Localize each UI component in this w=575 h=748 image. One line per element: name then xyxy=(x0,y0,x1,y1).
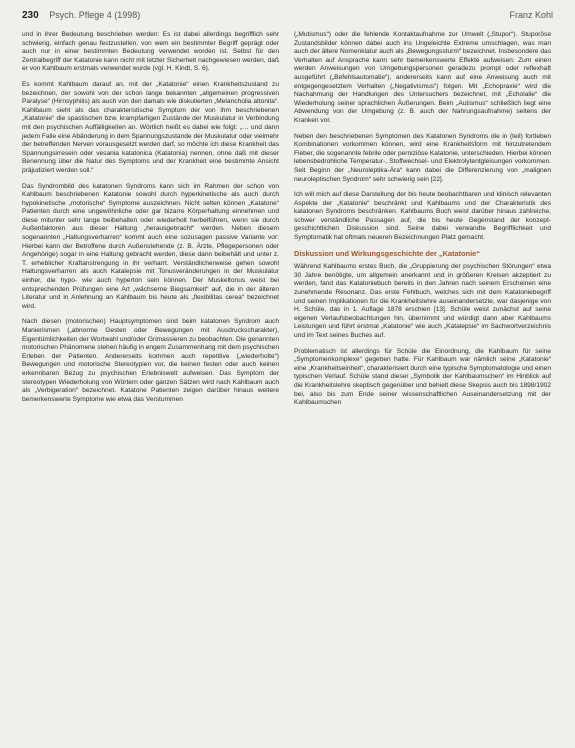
page-header xyxy=(22,10,553,26)
left-column xyxy=(22,31,279,404)
paragraph: Während Kahlbaums erstes Buch, die „Gruppierung der psychischen Störungen“ etwa 30 Jahre benötigte, um allgemein anerkannt und in größeren Kreisen akzeptiert zu werden, fand das Katatoniebuch bereits in den Jahren nach seinem Erscheinen eine zunehmende Resonanz. Das erste Fehlbuch, welches sich mit dem Katatoniebegriff und seinen Implikationen für die Krankheitslehre auseinandersetzte, war dasjenige von H. Schüle, das in 1. Auflage 1878 erschien [13]. Schüle weist zunächst auf seine eigenen Verlaufsbeobachtungen hin, übernimmt und würdigt dann aber Kahlbaums Leistungen und führt erstmal „Katatonie“ wie auch „Katalepsie“ im Sachwortverzeichnis und im Text seines Buches auf. xyxy=(294,263,551,339)
paragraph: Es kommt Kahlbaum darauf an, mit der „Katatonie“ einen Krankheitszustand zu bezeichnen, der sowohl von der schon lange bekannten „allgemeinen progressiven Paralyse“ (Hirnsyphilis) als auch von den damals wie diskutierten „Melancholia attonita“. Kahlbaum sieht als das charakteristische Symptom der von ihm beschriebenen „Katatonie“ die spastischen bzw. krampfartigen Zustände der Muskulatur in Verbindung mit den psychischen Auffälligkeiten an. Wörtlich heißt es dabei wie folgt: „… und dann jedem Falle eine Abänderung in dem Spannungszustande der Muskulatur oder vielmehr der betreffenden Nerven vorausgesetzt werden darf, so möchte ich diese Krankheit das Spannungsirresein oder vesania katatonica (Katatonia) nennen, ohne daß mit dieser Benennung über die Natur des Symptoms und der Krankheit eine bestimmte Ansicht präjudiziert werden soll.“ xyxy=(22,80,279,174)
paragraph: Problematisch ist allerdings für Schüle die Einordnung, die Kahlbaum für seine „Symptomenkomplexe“ gegeben hatte. Für Kahlbaum war nämlich seine „Katatonie“ eine „Krankheitseinheit“, charakterisiert durch eine typische Symptomatologie und einen typischen Verlauf. Schüle stand dieser „Symbolik der Kahlbaumschen“ im Hinblick auf die Krankheitslehre skeptisch gegenüber und behielt diese Skepsis auch bis 1898/1902 bei, also bis zum Ende seiner wissenschaftlichen Auseinandersetzung mit der Kahlbaumschen xyxy=(294,347,551,407)
journal-reference: Psych. Pflege 4 (1998) xyxy=(49,10,141,20)
paragraph: Das Syndrombild des katatonen Syndroms kann sich im Rahmen der schon von Kahlbaum beschriebenen Katatonie sowohl durch hyperkinetische als auch durch hypokinetische „motorische“ Symptome auszeichnen. Nicht selten können „Katatone“ Patienten durch eine ungewöhnliche oder gar bizarre Körperhaltung einnehmen und diese mitunter sehr lange beibehalten oder wiederholt herbeiführen, wenn sie durch Außenfaktoren aus dieser Haltung „herausgebracht“ werden. Neben diesem sogenannten „Haltungsverharren“ kommt auch eine sozusagen passive Variante vor: Hierbei kann der Betroffene durch Außenstehende (z. B. Ärzte, Pflegepersonen oder Angehörige) sogar in eine Haltung gebracht werden, diese dann beibehält und unter z. T. erheblicher Kraftanstrengung in ihr verharrt. Verständlicherweise gehen sowohl Haltungsverharren als auch Katalepsie mit Tonusveränderungen in der Muskulatur einher, die hypo- wie auch hyperton sein können. Der Muskeltonus weist bei entsprechenden Prüfungen eine Art „wächserne Biegsamkeit“ auf, die in der älteren Literatur und in Anlehnung an Kahlbaum bis heute als „flexibilitas cerea“ bezeichnet wird. xyxy=(22,182,279,310)
right-column xyxy=(294,31,551,408)
paragraph: Nach diesen (motorischen) Hauptsymptomen sind beim katatonen Syndrom auch Manierismen („abnorme Gesten oder Bewegungen mit Ausdruckscharakter), Eigentümlichkeiten der Wortwahl und/oder Grimassieren zu beobachten. Die genannten motorischen Phänomene stehen häufig in engem Zusammenhang mit dem psychischen Erleben der Patienten. Andererseits kommen auch repetitive („wiederholte“) Bewegungen und motorische Stereotypien vor, die keinen festen oder auch keinen erkennbaren Bezug zu psychischen Erlebniswelt aufweisen. Das Symptom der stereotypen Wiederholung von Wörtern oder ganzen Sätzen wird nach Kahlbaum auch als „Verbigeration“ bezeichnet. Katatone Patienten zeigen darüber hinaus weitere bemerkenswerte Symptome wie etwa das Verstummen xyxy=(22,318,279,403)
section-heading: Diskussion und Wirkungsgeschichte der „Katatonie“ xyxy=(294,248,480,258)
paragraph: Ich will mich auf diese Darstellung der bis heute beobachtbaren und klinisch relevanten Aspekte der „Katatonie“ beschränkt und Kahlbaums und der Charakteristik des katatonen Syndroms beschränken. Kahlbaums Buch weist darüber hinaus zahlreiche, schwer verständliche Passagen auf, die bis heute Gegenstand der konzept-geschichtlichen Diskussion sind. Seine dabei verwandte Begrifflichkeit und Symptomatik hat oftmals neueren Bezeichnungen Platz gemacht. xyxy=(294,191,551,242)
author-name: Franz Kohl xyxy=(509,10,553,20)
paragraph: und in ihrer Bedeutung beschrieben werden: Es ist dabei allerdings begrifflich sehr schwierig, einfach genau festzustellen, von wem ein bestimmter Begriff geprägt oder auch nur in einer bestimmten Bedeutung verwendet worden ist. Selbst für den Zentralbegriff der Katatonie kann nicht mit letzter Sicherheit nachgewiesen werden, daß er von Kahlbaum erstmals verwendet wurde (vgl. H. Kindt, S. 6). xyxy=(22,31,279,73)
paragraph: („Mutismus“) oder die fehlende Kontaktaufnahme zur Umwelt („Stupor“). Stuporöse Zustandsbilder können dabei auch ins Ungeleichte Extreme umschlagen, was man auch der ältere Nomenklatur auch als „Bewegungssturm“ bezeichnet. Insbesondere das Verhalten auf Ansprache kann sehr bemerkenswerte Effekte aufweisen: Zum einen werden Anweisungen von Umgebungspersonen geradezu prompt oder reflexhaft ausgeführt („Befehlsautomatie“), andererseits kann auf eine Anweisung auch mit entgegengesetztem Verhalten („Negativismus“) folgen. Mit „Echopraxie“ wird die Nachahmung der Handlungen des Untersuchers bezeichnet, mit „Echolalie“ die Wiederholung seiner sprachlichen Äußerungen. Beim „Autismus“ schließlich liegt eine Abwendung von der Umgebung (z. B. auch der Nahrungsaufnahme) seitens der Kranken vor. xyxy=(294,31,551,124)
paragraph: Neben den beschriebenen Symptomen des Katatonen Syndroms die in (teil) fortleben Kombinationen vorkommen können, wird eine Krankheitsform mit hinzutretendem Fieber, die sogenannte febrile oder perniziöse Katatonie, unterschieden. Hierbei können lebensbedrohliche Temperatur-, Stoffwechsel- und Elektrolytentgleisungen vorkommen. Seit Beginn der „Neuroleptika-Ära“ kann dabei die Differenzierung von „malignen neuroleptischen Syndrom“ sehr schwierig sein [22]. xyxy=(294,132,551,183)
page-number: 230 xyxy=(22,10,39,21)
